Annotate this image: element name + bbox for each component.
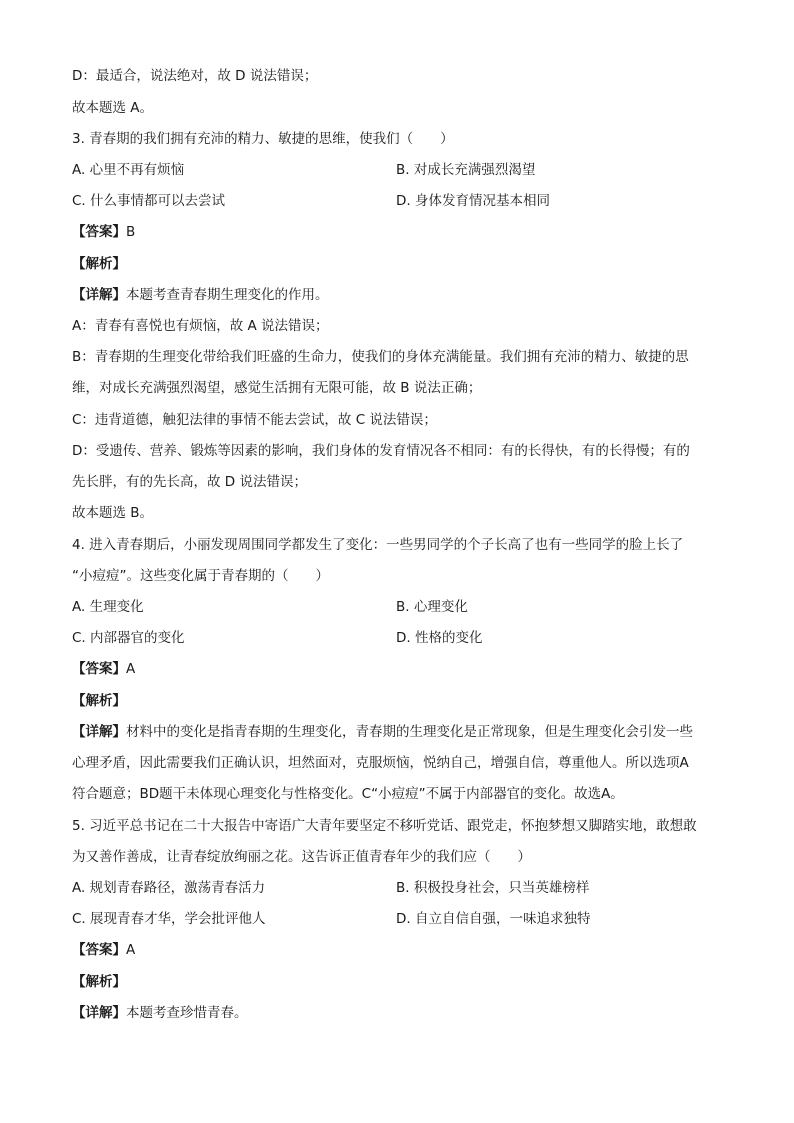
detail-label: 【详解】	[72, 724, 126, 740]
answer-value: A	[126, 942, 136, 958]
q3-detail-line	[72, 285, 722, 305]
q4-option-c: C. 内部器官的变化	[72, 630, 185, 646]
q3-option-d: D. 身体发育情况基本相同	[396, 193, 550, 209]
q4-option-d: D. 性格的变化	[396, 630, 483, 646]
q3-detail-line: 维，对成长充满强烈渴望，感觉生活拥有无限可能，故 B 说法正确；	[72, 380, 482, 396]
text-line: D：最适合，说法绝对，故 D 说法错误；	[72, 68, 318, 84]
q3-option-a: A. 心里不再有烦恼	[72, 162, 185, 178]
detail-label: 【详解】	[72, 1005, 126, 1021]
q3-detail-line: A：青春有喜悦也有烦恼，故 A 说法错误；	[72, 318, 329, 334]
q3-answer	[72, 222, 135, 242]
q3-analysis-label: 【解析】	[72, 256, 126, 272]
q3-detail-line: D：受遗传、营养、锻炼等因素的影响，我们身体的发育情况各不相同：有的长得快，有的长得慢；有的	[72, 443, 690, 459]
q4-option-b: B. 心理变化	[396, 599, 468, 615]
q5-option-b: B. 积极投身社会，只当英雄榜样	[396, 880, 590, 896]
answer-value: A	[126, 661, 136, 677]
question-5-stem: 为又善作善成，让青春绽放绚丽之花。这告诉正值青春年少的我们应（ ）	[72, 849, 531, 865]
q5-option-d: D. 自立自信自强，一味追求独特	[396, 911, 591, 927]
question-5-stem: 5. 习近平总书记在二十大报告中寄语广大青年要坚定不移听党话、跟党走，怀抱梦想又脚踏实地，敢想敢	[72, 818, 697, 834]
q3-detail-line: 先长胖，有的先长高，故 D 说法错误；	[72, 474, 307, 490]
answer-value: B	[126, 224, 136, 240]
question-4-stem: “小痘痘”。这些变化属于青春期的（ ）	[72, 568, 329, 584]
text-line: 故本题选 A。	[72, 100, 154, 116]
q5-detail-line	[72, 1003, 722, 1023]
q3-detail-line: C：违背道德，触犯法律的事情不能去尝试，故 C 说法错误；	[72, 412, 437, 428]
q3-option-b: B. 对成长充满强烈渴望	[396, 162, 536, 178]
answer-label: 【答案】	[72, 661, 126, 677]
answer-label: 【答案】	[72, 224, 126, 240]
q5-answer	[72, 940, 135, 960]
question-4-stem: 4. 进入青春期后，小丽发现周围同学都发生了变化：一些男同学的个子长高了也有一些同学的脸上长了	[72, 537, 684, 553]
q4-option-a: A. 生理变化	[72, 599, 144, 615]
detail-text: 材料中的变化是指青春期的生理变化，青春期的生理变化是正常现象，但是生理变化会引发一些	[126, 724, 693, 740]
q4-answer	[72, 659, 135, 679]
detail-text: 本题考查珍惜青春。	[126, 1005, 248, 1021]
q5-analysis-label: 【解析】	[72, 974, 126, 990]
q3-detail-line: B：青春期的生理变化带给我们旺盛的生命力，使我们的身体充满能量。我们拥有充沛的精力、敏捷的思	[72, 349, 689, 365]
detail-label: 【详解】	[72, 287, 126, 303]
q4-detail-line: 心理矛盾，因此需要我们正确认识，坦然面对，克服烦恼，悦纳自己，增强自信，尊重他人。所以选项A	[72, 755, 689, 771]
q3-option-c: C. 什么事情都可以去尝试	[72, 193, 226, 209]
q4-detail-line	[72, 722, 722, 742]
q4-detail-line: 符合题意；BD题干未体现心理变化与性格变化。C“小痘痘”不属于内部器官的变化。故选A。	[72, 786, 624, 802]
q4-analysis-label: 【解析】	[72, 693, 126, 709]
answer-label: 【答案】	[72, 942, 126, 958]
q3-detail-line: 故本题选 B。	[72, 505, 154, 521]
detail-text: 本题考查青春期生理变化的作用。	[126, 287, 329, 303]
q5-option-a: A. 规划青春路径，激荡青春活力	[72, 880, 266, 896]
q5-option-c: C. 展现青春才华，学会批评他人	[72, 911, 266, 927]
question-3-stem: 3. 青春期的我们拥有充沛的精力、敏捷的思维，使我们（ ）	[72, 131, 454, 147]
